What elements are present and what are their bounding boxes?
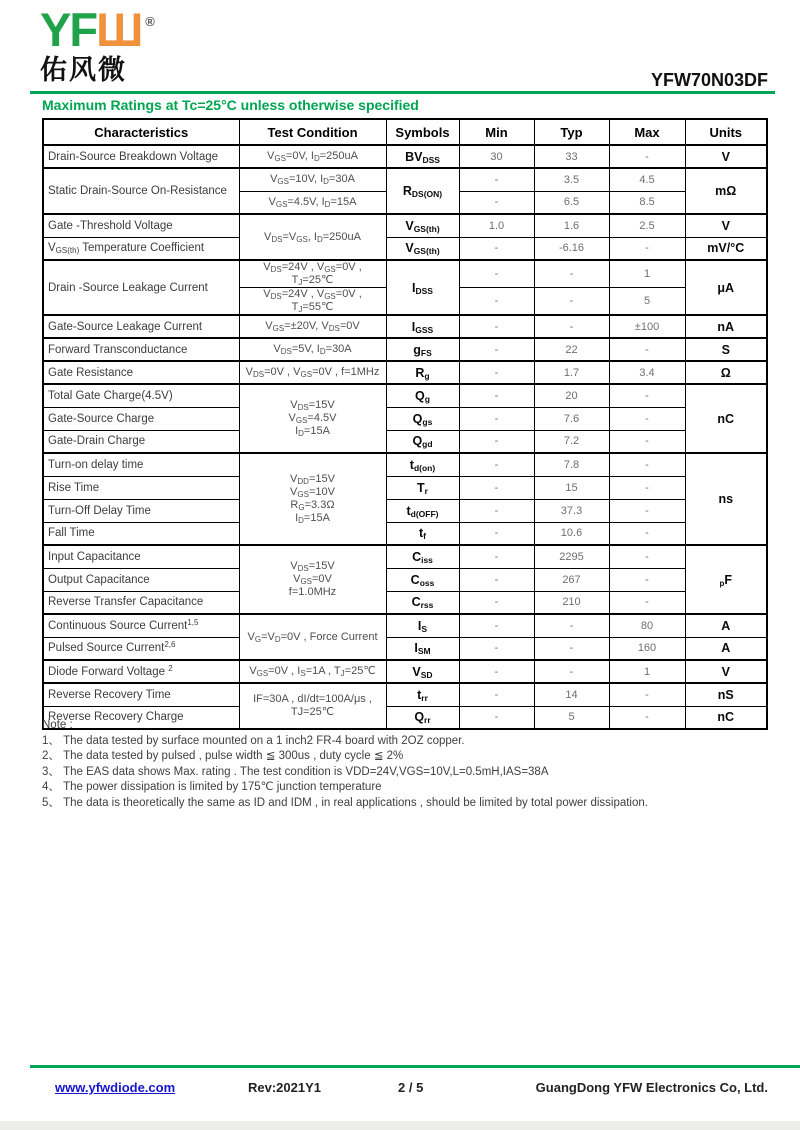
table-cell-unit: mV/°C: [685, 237, 767, 260]
table-cell-val: -: [459, 499, 534, 522]
table-cell-sym: $T_r$: [386, 476, 459, 499]
table-cell-val: -: [459, 522, 534, 545]
table-cell-sym: $V_{GS(th)}$: [386, 214, 459, 237]
table-cell-char: Gate-Source Charge: [43, 407, 239, 430]
table-cell-val: 2295: [534, 545, 609, 568]
table-cell-val: -: [459, 384, 534, 407]
table-cell-unit: $_p$F: [685, 545, 767, 614]
table-cell-cond: $V_{GS}=0V$ , $I_S=1A$ , $T_J=25℃$: [239, 660, 386, 683]
table-cell-sym: $I_{SM}$: [386, 637, 459, 660]
table-cell-val: 80: [609, 614, 685, 637]
table-cell-val: -: [609, 683, 685, 706]
table-cell-val: 7.6: [534, 407, 609, 430]
yfw-logo: [40, 3, 155, 85]
table-cell-val: 3.5: [534, 168, 609, 191]
table-cell-val: -: [459, 568, 534, 591]
note-item: 2、 The data tested by pulsed , pulse width ≦ 300us , duty cycle ≦ 2%: [42, 750, 404, 762]
table-row: [43, 591, 767, 614]
table-row: [43, 260, 767, 288]
table-cell-unit: V: [685, 145, 767, 168]
table-cell-char: Reverse Recovery Time: [43, 683, 239, 706]
table-row: [43, 568, 767, 591]
table-cell-unit: nC: [685, 706, 767, 729]
table-cell-cond: $V_{DS}=15V$ $V_{GS}=0V$ f=1.0MHz: [239, 545, 386, 614]
registered-mark-icon: ®: [145, 13, 155, 29]
table-cell-char: Reverse Recovery Charge: [43, 706, 239, 729]
table-cell-val: -: [459, 453, 534, 476]
table-cell-val: ±100: [609, 315, 685, 338]
table-cell-char: Rise Time: [43, 476, 239, 499]
table-cell-val: 2.5: [609, 214, 685, 237]
table-cell-char: Drain -Source Leakage Current: [43, 260, 239, 315]
table-cell-char: Drain-Source Breakdown Voltage: [43, 145, 239, 168]
table-cell-val: -: [459, 430, 534, 453]
table-cell-val: -: [609, 430, 685, 453]
table-cell-sym: $I_S$: [386, 614, 459, 637]
table-cell-val: 5: [534, 706, 609, 729]
note-item: 3、 The EAS data shows Max. rating . The test condition is VDD=24V,VGS=10V,L=0.5mH,IAS=38A: [42, 765, 549, 778]
table-cell-cond: $V_{GS}=0V$, $I_D=250uA$: [239, 145, 386, 168]
column-header-test-condition: Test Condition: [239, 119, 386, 145]
table-row: [43, 214, 767, 237]
page-edge-strip: [0, 1121, 800, 1130]
table-row: [43, 476, 767, 499]
table-cell-unit: A: [685, 637, 767, 660]
table-cell-char: Turn-Off Delay Time: [43, 499, 239, 522]
table-cell-val: 8.5: [609, 191, 685, 214]
table-cell-val: 1: [609, 260, 685, 288]
table-cell-sym: $Q_g$: [386, 384, 459, 407]
logo-w-glyph: Ш: [96, 3, 144, 56]
table-cell-val: -: [459, 168, 534, 191]
table-cell-sym: $t_{d(OFF)}$: [386, 499, 459, 522]
table-row: [43, 338, 767, 361]
table-cell-char: $V_{GS(th)}$ Temperature Coefficient: [43, 237, 239, 260]
notes-block: [42, 718, 648, 811]
table-cell-cond: $V_{GS}=4.5V$, $I_D=15A$: [239, 191, 386, 214]
table-cell-val: -: [459, 361, 534, 384]
table-row: [43, 637, 767, 660]
table-cell-val: -: [534, 260, 609, 288]
table-row: [43, 315, 767, 338]
table-cell-val: -: [609, 145, 685, 168]
table-cell-val: 14: [534, 683, 609, 706]
column-header-characteristics: Characteristics: [43, 119, 239, 145]
table-cell-val: -: [609, 407, 685, 430]
table-row: [43, 499, 767, 522]
table-cell-val: 267: [534, 568, 609, 591]
table-cell-val: -: [459, 637, 534, 660]
table-cell-val: 33: [534, 145, 609, 168]
table-cell-val: -: [459, 237, 534, 260]
table-cell-val: 4.5: [609, 168, 685, 191]
table-cell-val: -: [609, 453, 685, 476]
table-cell-unit: μA: [685, 260, 767, 315]
table-cell-char: Continuous Source Current$^{1,5}$: [43, 614, 239, 637]
table-cell-val: -: [459, 476, 534, 499]
table-cell-char: Total Gate Charge(4.5V): [43, 384, 239, 407]
table-cell-cond: $V_{DS}=15V$ $V_{GS}=4.5V$ $I_D=15A$: [239, 384, 386, 453]
table-cell-cond: $V_G=V_D=0V$ , Force Current: [239, 614, 386, 660]
footer: [0, 1080, 800, 1100]
table-cell-char: Output Capacitance: [43, 568, 239, 591]
table-row: [43, 545, 767, 568]
table-cell-char: Fall Time: [43, 522, 239, 545]
table-cell-val: 1: [609, 660, 685, 683]
table-cell-val: -: [459, 614, 534, 637]
table-cell-sym: $I_{DSS}$: [386, 260, 459, 315]
table-row: [43, 453, 767, 476]
table-cell-val: 15: [534, 476, 609, 499]
table-cell-val: -: [459, 338, 534, 361]
column-header-units: Units: [685, 119, 767, 145]
table-cell-val: -: [459, 315, 534, 338]
table-cell-sym: $t_{d(on)}$: [386, 453, 459, 476]
table-cell-cond: $V_{DS}=24V$ , $V_{GS}=0V$ , $T_J=25℃$: [239, 260, 386, 288]
table-cell-val: 3.4: [609, 361, 685, 384]
table-cell-val: 22: [534, 338, 609, 361]
table-cell-val: -: [459, 260, 534, 288]
website-link[interactable]: www.yfwdiode.com: [55, 1080, 176, 1095]
table-cell-sym: $C_{oss}$: [386, 568, 459, 591]
table-cell-val: -: [459, 591, 534, 614]
table-cell-cond: $V_{GS}=10V$, $I_D=30A$: [239, 168, 386, 191]
table-row: [43, 614, 767, 637]
column-header-typ: Typ: [534, 119, 609, 145]
table-cell-char: Input Capacitance: [43, 545, 239, 568]
table-cell-cond: $V_{DS}=0V$ , $V_{GS}=0V$ , f=1MHz: [239, 361, 386, 384]
table-cell-val: 10.6: [534, 522, 609, 545]
table-cell-sym: $t_{rr}$: [386, 683, 459, 706]
table-cell-val: 20: [534, 384, 609, 407]
table-cell-val: -: [609, 338, 685, 361]
table-cell-val: 1.0: [459, 214, 534, 237]
part-number: YFW70N03DF: [650, 70, 768, 90]
table-header-row: [43, 119, 767, 145]
table-cell-unit: mΩ: [685, 168, 767, 214]
table-cell-val: -: [459, 706, 534, 729]
table-cell-char: Pulsed Source Current$^{2,6}$: [43, 637, 239, 660]
table-cell-char: Diode Forward Voltage $^2$: [43, 660, 239, 683]
table-cell-val: -: [609, 591, 685, 614]
table-row: [43, 237, 767, 260]
table-cell-unit: V: [685, 214, 767, 237]
page-number: 2 / 5: [398, 1080, 424, 1095]
table-cell-val: -: [534, 315, 609, 338]
table-cell-char: Reverse Transfer Capacitance: [43, 591, 239, 614]
table-cell-sym: $Q_{rr}$: [386, 706, 459, 729]
table-cell-cond: $V_{DS}=V_{GS}$, $I_D=250uA$: [239, 214, 386, 260]
column-header-max: Max: [609, 119, 685, 145]
table-cell-cond: $V_{GS}=\pm 20V$, $V_{DS}=0V$: [239, 315, 386, 338]
table-row: [43, 683, 767, 706]
table-cell-cond: IF=30A , dI/dt=100A/μs , TJ=25℃: [239, 683, 386, 729]
table-cell-sym: $R_{DS(ON)}$: [386, 168, 459, 214]
table-cell-char: Turn-on delay time: [43, 453, 239, 476]
table-cell-val: 6.5: [534, 191, 609, 214]
table-cell-unit: Ω: [685, 361, 767, 384]
ratings-table-container: [42, 118, 768, 730]
table-cell-val: -: [459, 407, 534, 430]
table-cell-val: -: [459, 191, 534, 214]
table-cell-char: Gate -Threshold Voltage: [43, 214, 239, 237]
table-cell-val: -: [609, 568, 685, 591]
table-cell-unit: ns: [685, 453, 767, 545]
table-cell-unit: nS: [685, 683, 767, 706]
table-cell-val: -: [459, 660, 534, 683]
table-cell-unit: nA: [685, 315, 767, 338]
table-cell-val: 7.2: [534, 430, 609, 453]
company-name: GuangDong YFW Electronics Co, Ltd.: [535, 1080, 768, 1095]
table-cell-sym: $BV_{DSS}$: [386, 145, 459, 168]
note-item: 5、 The data is theoretically the same as ID and IDM , in real applications , should be limited by total power dissipation.: [42, 796, 648, 809]
table-cell-unit: nC: [685, 384, 767, 453]
table-cell-unit: V: [685, 660, 767, 683]
table-row: [43, 407, 767, 430]
table-row: [43, 660, 767, 683]
table-cell-sym: $Q_{gd}$: [386, 430, 459, 453]
table-cell-cond: $V_{DS}=5V$, $I_D=30A$: [239, 338, 386, 361]
table-row: [43, 430, 767, 453]
table-cell-sym: $I_{GSS}$: [386, 315, 459, 338]
table-cell-char: Gate-Drain Charge: [43, 430, 239, 453]
column-header-min: Min: [459, 119, 534, 145]
table-cell-val: -: [534, 288, 609, 316]
table-row: [43, 361, 767, 384]
table-cell-val: 7.8: [534, 453, 609, 476]
table-cell-val: -: [459, 288, 534, 316]
table-cell-val: -: [534, 637, 609, 660]
footer-divider: [30, 1065, 800, 1068]
table-cell-char: Gate Resistance: [43, 361, 239, 384]
table-row: [43, 522, 767, 545]
table-cell-val: 160: [609, 637, 685, 660]
table-cell-val: 1.6: [534, 214, 609, 237]
table-row: [43, 145, 767, 168]
table-cell-val: -: [609, 476, 685, 499]
table-cell-sym: $C_{iss}$: [386, 545, 459, 568]
table-cell-val: -: [459, 545, 534, 568]
table-cell-cond: $V_{DD}=15V$ $V_{GS}=10V$ $R_G=3.3\Omega$ $I_D=15A$: [239, 453, 386, 545]
table-cell-sym: $g_{FS}$: [386, 338, 459, 361]
table-cell-val: -: [609, 545, 685, 568]
table-cell-sym: $V_{GS(th)}$: [386, 237, 459, 260]
table-cell-sym: $R_g$: [386, 361, 459, 384]
note-item: 1、 The data tested by surface mounted on a 1 inch2 FR-4 board with 2OZ copper.: [42, 734, 465, 747]
table-cell-val: 37.3: [534, 499, 609, 522]
logo-yf-text: YF: [40, 3, 97, 56]
table-cell-char: Gate-Source Leakage Current: [43, 315, 239, 338]
table-row: [43, 168, 767, 191]
table-cell-char: Forward Transconductance: [43, 338, 239, 361]
table-row: [43, 384, 767, 407]
table-cell-char: Static Drain-Source On-Resistance: [43, 168, 239, 214]
table-cell-val: -: [534, 660, 609, 683]
maximum-ratings-table: [42, 118, 768, 730]
column-header-symbols: Symbols: [386, 119, 459, 145]
section-title: Maximum Ratings at Tc=25°C unless otherwise specified: [42, 97, 419, 113]
table-cell-sym: $t_f$: [386, 522, 459, 545]
header-divider: [30, 91, 775, 94]
table-cell-unit: A: [685, 614, 767, 637]
table-cell-val: 5: [609, 288, 685, 316]
table-cell-sym: $C_{rss}$: [386, 591, 459, 614]
table-cell-val: 210: [534, 591, 609, 614]
note-item: 4、 The power dissipation is limited by 175℃ junction temperature: [42, 781, 382, 793]
table-cell-unit: S: [685, 338, 767, 361]
table-cell-cond: $V_{DS}=24V$ , $V_{GS}=0V$ , $T_J=55℃$: [239, 288, 386, 316]
table-cell-val: -: [609, 522, 685, 545]
table-cell-val: 30: [459, 145, 534, 168]
logo-chinese-name: 佑风微: [40, 55, 127, 85]
table-cell-sym: $V_{SD}$: [386, 660, 459, 683]
table-cell-val: -6.16: [534, 237, 609, 260]
table-cell-val: -: [609, 384, 685, 407]
table-cell-val: -: [609, 499, 685, 522]
table-cell-val: 1.7: [534, 361, 609, 384]
table-cell-sym: $Q_{gs}$: [386, 407, 459, 430]
revision-label: Rev:2021Y1: [248, 1080, 321, 1095]
table-cell-val: -: [609, 237, 685, 260]
table-cell-val: -: [534, 614, 609, 637]
table-cell-val: -: [459, 683, 534, 706]
table-cell-val: -: [609, 706, 685, 729]
notes-title: Note :: [42, 719, 73, 731]
